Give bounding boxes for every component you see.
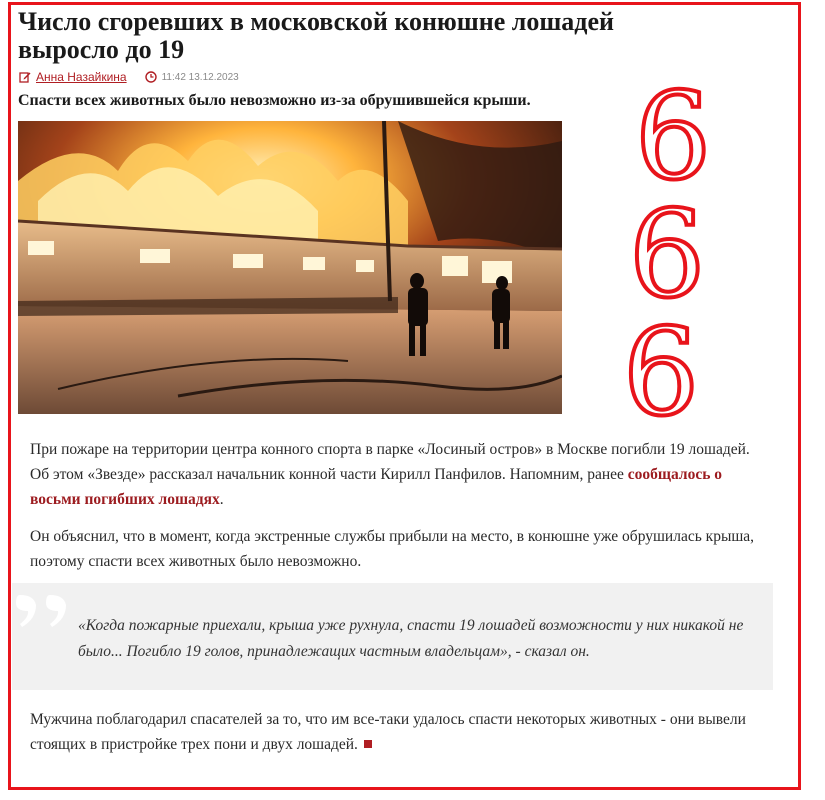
article-lead: Спасти всех животных было невозможно из-за обрушившейся крыши.: [18, 92, 531, 109]
handwritten-666-annotation: [608, 58, 738, 418]
related-news-link[interactable]: сообщалось о восьми погибших лошадях: [30, 466, 723, 508]
paragraph-1-end: .: [219, 491, 224, 508]
quote-mark-icon: [14, 591, 76, 631]
author-link[interactable]: Анна Назайкина: [36, 70, 127, 84]
edit-icon: [19, 71, 31, 83]
paragraph-1: [30, 437, 760, 512]
article-title: Число сгоревших в московской конюшне лошадей выросло до 19: [18, 7, 614, 64]
handwritten-digits: 6 6 6: [622, 68, 712, 418]
article-meta: [19, 69, 239, 85]
end-of-article-mark: [364, 740, 372, 748]
paragraph-4: [30, 707, 760, 757]
fire-stable-photo: [18, 121, 562, 414]
paragraph-2: Он объяснил, что в момент, когда экстренные службы прибыли на место, в конюшне уже обрушилась крыша, поэтому спасти всех животных было невозможно.: [30, 528, 755, 570]
publish-datetime: 11:42 13.12.2023: [161, 71, 239, 83]
clock-icon: [145, 71, 157, 83]
paragraph-1-text: При пожаре на территории центра конного спорта в парке «Лосиный остров» в Москве погибли 19 лошадей. Об этом «Звезде» рассказал начальник конной части Кирилл Панфилов. Напомним, ранее: [30, 441, 750, 483]
blockquote: [12, 583, 773, 690]
quote-text: «Когда пожарные приехали, крыша уже рухнула, спасти 19 лошадей возможности у них никакой не было... Погибло 19 голов, принадлежащих частным владельцам», - сказал он.: [78, 617, 744, 660]
paragraph-4-text: Мужчина поблагодарил спасателей за то, что им все-таки удалось спасти некоторых животных - они вывели стоящих в пристройке трех пони и двух лошадей.: [30, 711, 746, 753]
